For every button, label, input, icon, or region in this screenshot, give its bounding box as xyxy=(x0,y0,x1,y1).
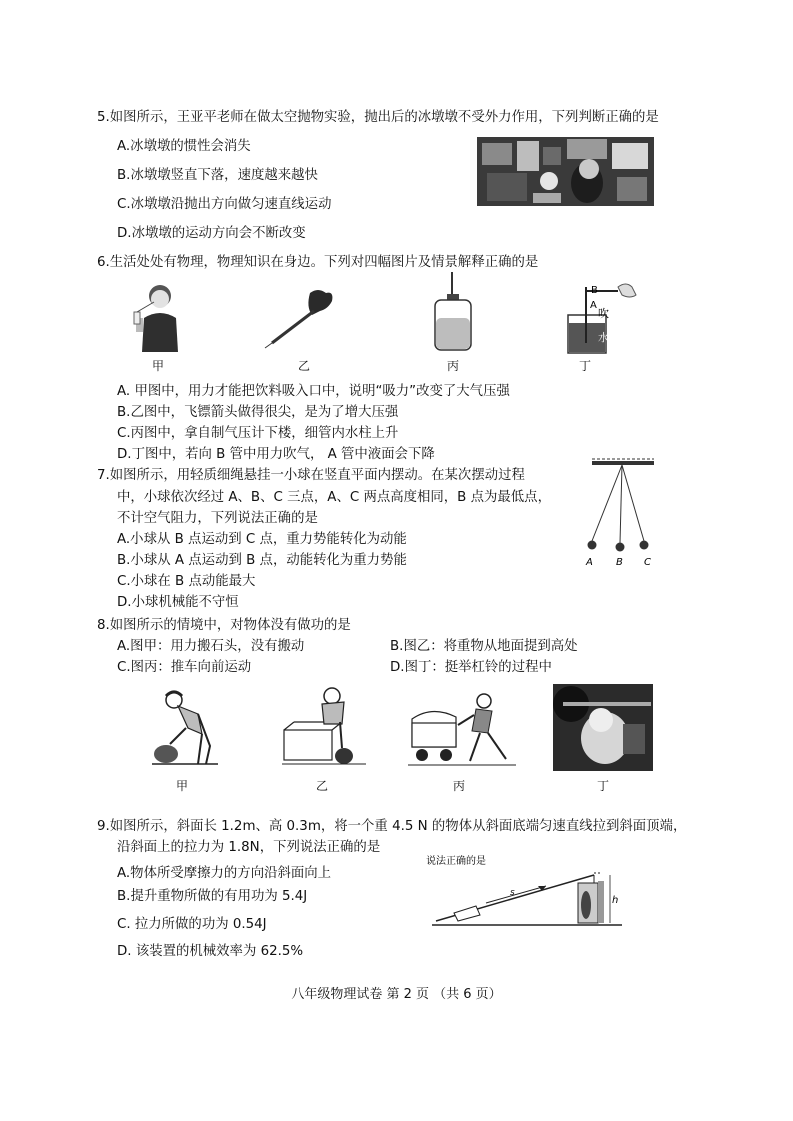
q7-stem-line-2: 中，小球依次经过 A、B、C 三点，A、C 两点高度相同，B 点为最低点， xyxy=(117,490,551,505)
q8-fig-lifting-stone xyxy=(148,688,220,768)
q9-option-b: B.提升重物所做的有用功为 5.4J xyxy=(117,889,308,904)
q6-caption-jia: 甲 xyxy=(151,359,164,373)
q5-space-photo xyxy=(477,137,654,206)
q8-fig-pushing-cart xyxy=(408,693,518,768)
q8-option-b: B.图乙：将重物从地面提到高处 xyxy=(390,639,578,654)
q6-label-water: 水 xyxy=(598,331,609,344)
q5-option-c: C.冰墩墩沿抛出方向做匀速直线运动 xyxy=(117,197,332,212)
q9-stem-line-1: 9.如图所示，斜面长 1.2m、高 0.3m，将一个重 4.5 N 的物体从斜面底端匀速直线拉到斜面顶端， xyxy=(97,819,687,834)
q7-option-c: C.小球在 B 点动能最大 xyxy=(117,574,256,589)
q8-stem: 8.如图所示的情境中，对物体没有做功的是 xyxy=(97,618,351,633)
q9-label-h: h xyxy=(612,895,619,906)
q6-fig-boy xyxy=(130,282,190,352)
q8-fig-lifting-bag xyxy=(282,686,368,768)
q6-fig-tube xyxy=(560,277,640,357)
q6-label-blow: 吹 xyxy=(598,307,609,320)
q8-caption-ding: 丁 xyxy=(596,779,609,793)
q6-caption-yi: 乙 xyxy=(297,359,310,373)
q6-label-a: A xyxy=(590,300,597,311)
q6-label-b: B xyxy=(591,285,598,296)
q7-stem-line-3: 不计空气阻力，下列说法正确的是 xyxy=(117,511,318,526)
q6-option-a: A. 甲图中，用力才能把饮料吸入口中，说明“吸力”改变了大气压强 xyxy=(117,384,510,399)
q6-option-c: C.丙图中，拿自制气压计下楼，细管内水柱上升 xyxy=(117,426,399,441)
q6-fig-dart xyxy=(262,287,342,349)
q8-caption-bing: 丙 xyxy=(452,779,465,793)
q8-option-d: D.图丁：挺举杠铃的过程中 xyxy=(390,660,552,675)
q6-option-b: B.乙图中，飞镖箭头做得很尖，是为了增大压强 xyxy=(117,405,399,420)
q9-option-a: A.物体所受摩擦力的方向沿斜面向上 xyxy=(117,866,332,881)
q7-pendulum-figure xyxy=(578,455,668,570)
q8-option-c: C.图丙：推车向前运动 xyxy=(117,660,252,675)
q5-option-b: B.冰墩墩竖直下落，速度越来越快 xyxy=(117,168,318,183)
q7-option-a: A.小球从 B 点运动到 C 点，重力势能转化为动能 xyxy=(117,532,407,547)
q9-figure-text: 说法正确的是 xyxy=(426,856,486,867)
q9-incline-figure xyxy=(426,853,626,933)
q6-caption-bing: 丙 xyxy=(446,359,459,373)
q8-fig-weightlifting-photo xyxy=(553,684,653,771)
q6-stem: 6.生活处处有物理，物理知识在身边。下列对四幅图片及情景解释正确的是 xyxy=(97,255,539,270)
page-footer: 八年级物理试卷 第 2 页 （共 6 页） xyxy=(291,987,502,1002)
q5-option-d: D.冰墩墩的运动方向会不断改变 xyxy=(117,226,306,241)
q7-option-d: D.小球机械能不守恒 xyxy=(117,595,239,610)
q6-option-d: D.丁图中，若向 B 管中用力吹气， A 管中液面会下降 xyxy=(117,447,435,462)
q8-caption-jia: 甲 xyxy=(175,779,188,793)
q8-caption-yi: 乙 xyxy=(315,779,328,793)
q6-fig-barometer xyxy=(431,272,475,354)
q5-option-a: A.冰墩墩的惯性会消失 xyxy=(117,139,251,154)
q7-stem-line-1: 7.如图所示，用轻质细绳悬挂一小球在竖直平面内摆动。在某次摆动过程 xyxy=(97,468,525,483)
q9-option-c: C. 拉力所做的功为 0.54J xyxy=(117,917,267,932)
q7-point-c: C xyxy=(644,557,651,568)
q9-option-d: D. 该装置的机械效率为 62.5% xyxy=(117,944,304,959)
q6-caption-ding: 丁 xyxy=(578,359,591,373)
q7-option-b: B.小球从 A 点运动到 B 点，动能转化为重力势能 xyxy=(117,553,407,568)
q9-label-s: s xyxy=(510,888,515,898)
q7-point-b: B xyxy=(616,557,623,568)
q9-stem-line-2: 沿斜面上的拉力为 1.8N，下列说法正确的是 xyxy=(117,840,381,855)
q5-stem: 5.如图所示，王亚平老师在做太空抛物实验，抛出后的冰墩墩不受外力作用，下列判断正确的是 xyxy=(97,110,659,125)
q7-point-a: A xyxy=(586,557,593,568)
q8-option-a: A.图甲：用力搬石头，没有搬动 xyxy=(117,639,305,654)
